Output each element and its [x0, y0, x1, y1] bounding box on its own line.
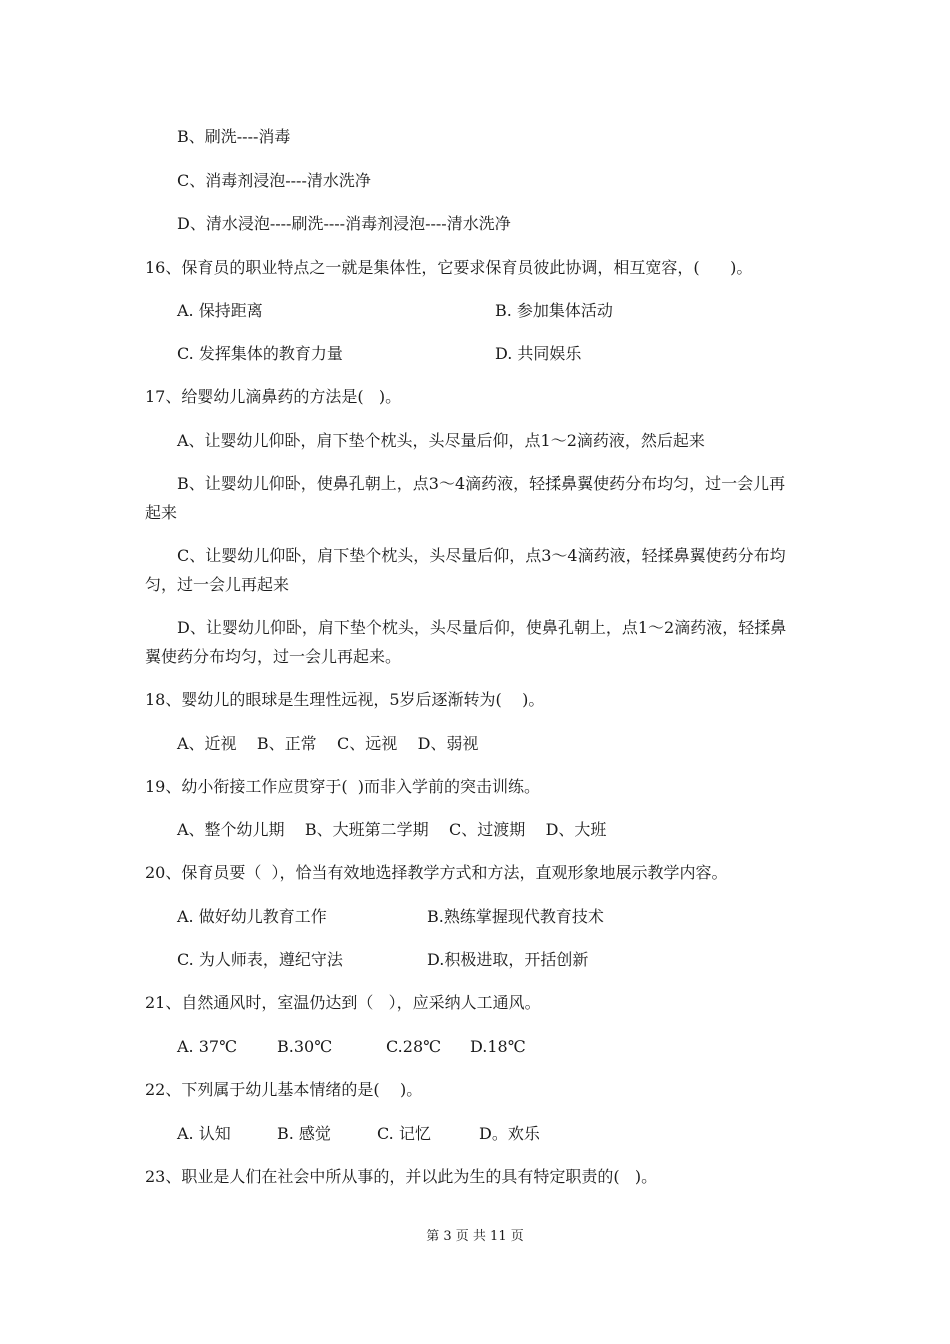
option-c-continued: 匀，过一会儿再起来 — [145, 575, 290, 594]
option-c: C. 记忆 — [377, 1124, 431, 1143]
option-a: A. 做好幼儿教育工作 — [177, 907, 327, 926]
option-d: D。欢乐 — [479, 1124, 540, 1143]
option-c: C. 为人师表，遵纪守法 — [177, 950, 343, 969]
option-d: D.18℃ — [470, 1037, 526, 1056]
option-d: D、让婴幼儿仰卧，肩下垫个枕头，头尽量后仰，使鼻孔朝上，点1～2滴药液，轻揉鼻 — [177, 618, 787, 637]
option-b: B. 参加集体活动 — [495, 301, 613, 320]
option-c: C、让婴幼儿仰卧，肩下垫个枕头，头尽量后仰，点3～4滴药液，轻揉鼻翼使药分布均 — [177, 546, 786, 565]
question-17: 17、给婴幼儿滴鼻药的方法是( )。 — [145, 387, 402, 406]
option-c: C. 发挥集体的教育力量 — [177, 344, 343, 363]
option-a: A. 保持距离 — [177, 301, 263, 320]
option-d: D.积极进取，开括创新 — [427, 950, 589, 969]
option-b: B.熟练掌握现代教育技术 — [427, 907, 604, 926]
option-b: B、让婴幼儿仰卧，使鼻孔朝上，点3～4滴药液，轻揉鼻翼使药分布均匀，过一会儿再 — [177, 474, 786, 493]
options-row: A、近视 B、正常 C、远视 D、弱视 — [177, 734, 479, 753]
question-22: 22、下列属于幼儿基本情绪的是( )。 — [145, 1080, 423, 1099]
option-c: C.28℃ — [386, 1037, 442, 1056]
option-d: D. 共同娱乐 — [495, 344, 582, 363]
option-b-continued: 起来 — [145, 503, 178, 522]
question-23: 23、职业是人们在社会中所从事的，并以此为生的具有特定职责的( )。 — [145, 1167, 658, 1186]
options-row: A、整个幼儿期 B、大班第二学期 C、过渡期 D、大班 — [177, 820, 607, 839]
question-21: 21、自然通风时，室温仍达到（ ），应采纳人工通风。 — [145, 993, 541, 1012]
option-line: D、清水浸泡----刷洗----消毒剂浸泡----清水洗净 — [177, 214, 511, 233]
question-20: 20、保育员要（ ），恰当有效地选择教学方式和方法，直观形象地展示教学内容。 — [145, 863, 728, 882]
question-19: 19、幼小衔接工作应贯穿于( )而非入学前的突击训练。 — [145, 777, 541, 796]
option-a: A. 认知 — [177, 1124, 231, 1143]
question-18: 18、婴幼儿的眼球是生理性远视，5岁后逐渐转为( )。 — [145, 690, 545, 709]
option-a: A. 37℃ — [177, 1037, 237, 1056]
option-b: B.30℃ — [277, 1037, 333, 1056]
option-line: C、消毒剂浸泡----清水洗净 — [177, 171, 371, 190]
option-line: B、刷洗----消毒 — [177, 127, 291, 146]
option-d-continued: 翼使药分布均匀，过一会儿再起来。 — [145, 647, 402, 666]
option-b: B. 感觉 — [277, 1124, 331, 1143]
page-footer: 第 3 页 共 11 页 — [426, 1229, 524, 1244]
question-16: 16、保育员的职业特点之一就是集体性，它要求保育员彼此协调，相互宽容，( )。 — [145, 258, 753, 277]
option-a: A、让婴幼儿仰卧，肩下垫个枕头，头尽量后仰，点1～2滴药液，然后起来 — [177, 431, 705, 450]
